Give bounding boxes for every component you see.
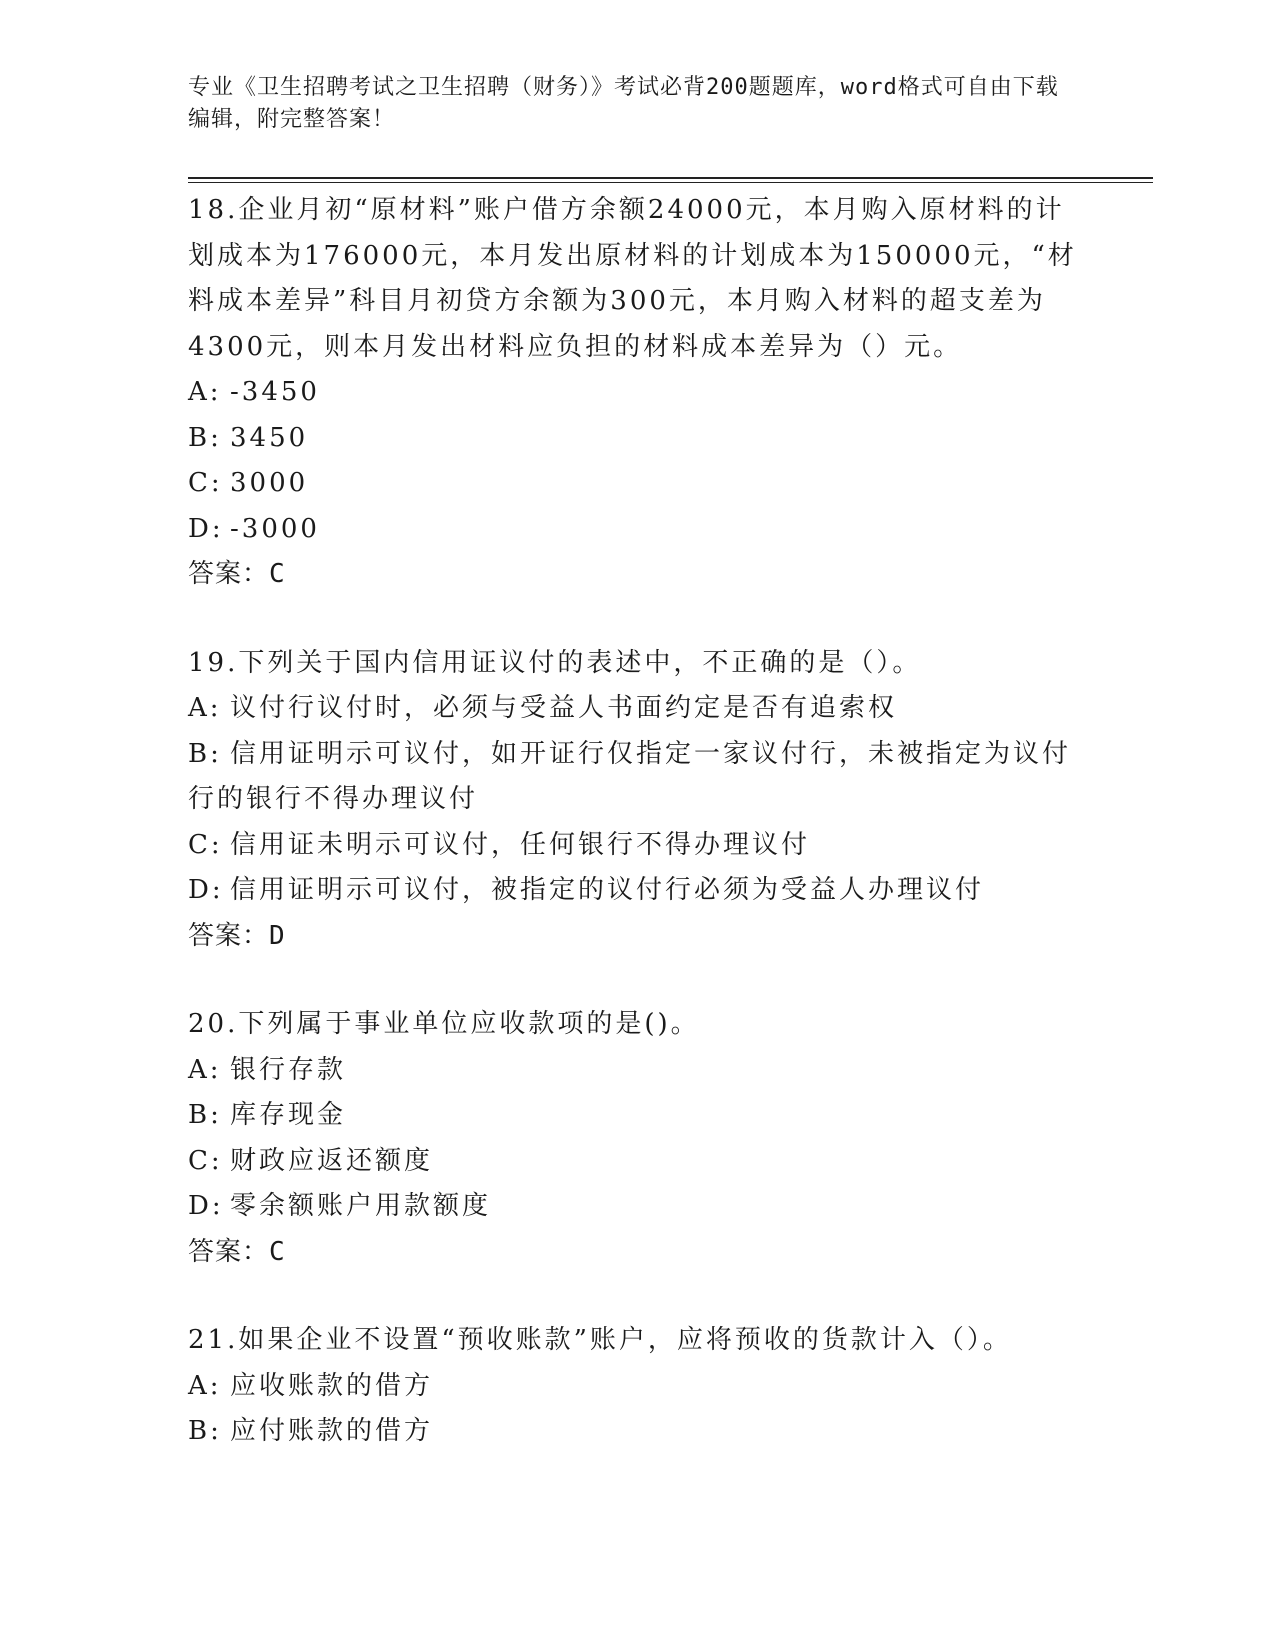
divider-line-thin [188,182,1153,183]
option-b [188,1093,1093,1139]
option-text: 零余额账户用款额度 [230,1191,492,1221]
option-text: -3000 [230,513,320,544]
option-b [188,416,1093,462]
option-text: 3450 [230,422,309,453]
option-c [188,823,1093,869]
option-letter: A: [188,1370,222,1401]
option-letter: C: [188,468,223,498]
option-letter: A: [188,377,222,407]
option-letter: C: [188,829,223,860]
option-letter: B: [188,738,222,769]
option-text: 应收账款的借方 [230,1370,434,1401]
option-c [188,461,1093,507]
option-letter: D: [188,1191,224,1221]
answer-line: 答案：D [188,920,286,951]
question-text: 18.企业月初“原材料”账户借方余额24000元，本月购入原材料的计划成本为176000元，本月发出原材料的计划成本为150000元，“材料成本差异”科目月初贷方余额为300元，本月购入材料的超支差为4300元，则本月发出材料应负担的材料成本差异为（）元。 [188,195,1077,362]
option-text: 应付账款的借方 [230,1416,434,1446]
option-text: 议付行议付时，必须与受益人书面约定是否有追索权 [230,693,898,723]
option-text: 信用证明示可议付，被指定的议付行必须为受益人办理议付 [230,875,985,905]
option-letter: D: [188,875,224,905]
option-a [188,1364,1093,1410]
option-b [188,1409,1093,1455]
document-header: 专业《卫生招聘考试之卫生招聘（财务）》考试必背200题题库，word格式可自由下载编辑，附完整答案！ [188,75,1059,132]
option-a [188,686,1093,732]
option-d [188,1184,1093,1230]
option-d [188,507,1093,553]
question-text: 20.下列属于事业单位应收款项的是()。 [188,1009,700,1039]
question-21 [188,1318,1093,1455]
option-letter: B: [188,422,222,453]
option-b [188,732,1093,823]
option-letter: B: [188,1100,222,1130]
option-d [188,868,1093,914]
divider-line-thick [188,177,1153,179]
question-19 [188,641,1093,960]
answer-line: 答案：C [188,1236,286,1267]
option-text: 信用证未明示可议付，任何银行不得办理议付 [230,829,811,860]
option-letter: A: [188,693,222,723]
option-a [188,370,1093,416]
option-a [188,1048,1093,1094]
option-c [188,1139,1093,1185]
option-text: 银行存款 [230,1054,347,1085]
option-letter: C: [188,1145,223,1176]
option-text: 信用证明示可议付，如开证行仅指定一家议付行，未被指定为议付行的银行不得办理议付 [188,738,1072,814]
question-text: 19.下列关于国内信用证议付的表述中，不正确的是（）。 [188,647,922,678]
option-text: 3000 [230,468,309,498]
question-20 [188,1002,1093,1275]
option-letter: D: [188,513,224,544]
option-text: 库存现金 [230,1100,347,1130]
question-18 [188,188,1093,598]
question-text: 21.如果企业不设置“预收账款”账户，应将预收的货款计入（）。 [188,1325,1012,1355]
option-text: -3450 [230,377,320,407]
option-letter: A: [188,1054,222,1085]
header-divider [188,177,1153,183]
option-letter: B: [188,1416,222,1446]
answer-line: 答案：C [188,559,286,589]
option-text: 财政应返还额度 [230,1145,434,1176]
question-list [188,188,1093,1498]
